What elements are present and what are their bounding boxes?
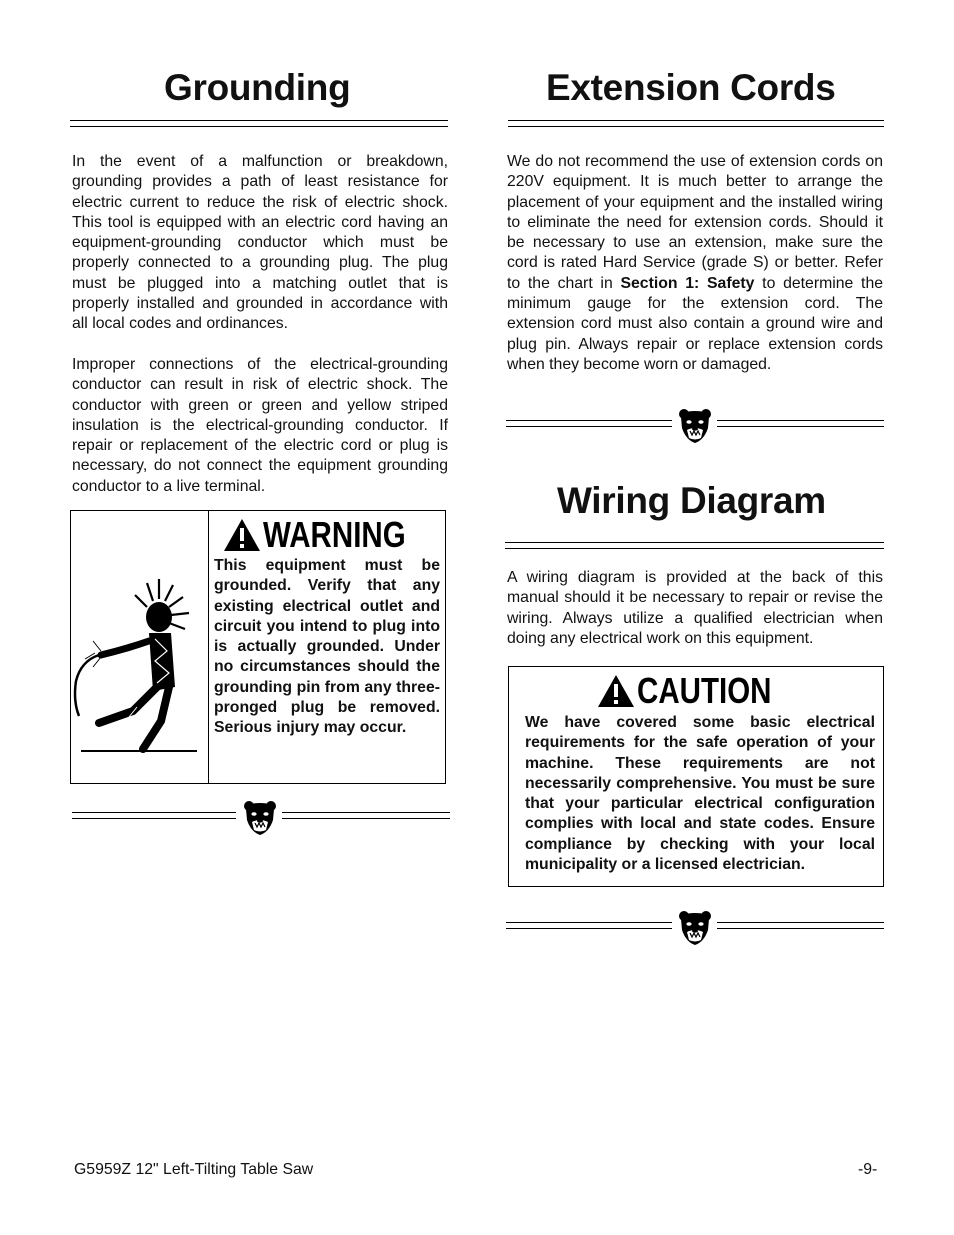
electric-shock-figure-icon [71,511,208,783]
extension-cords-paragraph-part2: to determine the minimum gauge for the extension cord. The extension cord must also contain a ground wire and plug pin. Always repair or replace extension cords when they become worn or damaged. [507,274,884,373]
warning-box-divider [208,511,209,783]
grounding-paragraph-1: In the event of a malfunction or breakdown, grounding provides a path of least resistance for electric current to reduce the risk of electric shock. This tool is equipped with an electric cord having an equipment-grounding conductor which must be properly connected to a grounding plug. The plug must be plugged into a matching outlet that is properly installed and grounded in accordance with all local codes and ordinances. [72,153,448,333]
bear-head-icon [677,910,713,946]
separator-left-line [72,812,236,819]
caution-heading-text: CAUTION [637,670,772,711]
exclamation-triangle-icon [597,674,635,708]
caution-box [508,666,884,887]
warning-box [70,510,446,784]
footer-model-title: G5959Z 12" Left-Tilting Table Saw [74,1161,314,1178]
separator-line [506,922,672,929]
warning-heading [223,514,437,555]
extension-cords-title: Extension Cords [546,67,836,108]
separator-line [506,420,672,427]
separator-line [717,922,884,929]
separator-line [717,420,884,427]
warning-heading-text: WARNING [263,514,406,555]
separator-right-top [506,408,884,444]
grounding-title-rule [70,120,448,127]
warning-text: This equipment must be grounded. Verify that any existing electrical outlet and circuit you intend to plug into is actually grounded. Under no circumstances should the grounding pin from any three-pronged plug be removed. Serious injury may occur. [214,557,440,737]
section-safety-reference: Section 1: Safety [620,274,755,292]
separator-right-bottom [506,910,884,946]
bear-head-icon [677,408,713,444]
wiring-diagram-paragraph: A wiring diagram is provided at the back of this manual should it be necessary to repair or revise the wiring. Always utilize a qualified electrician when doing any electrical work on this equipment. [507,569,883,647]
extension-cords-title-rule [508,120,884,127]
separator-right-line [282,812,450,819]
extension-cords-paragraph-part1: We do not recommend the use of extension cords on 220V equipment. It is much better to arrange the placement of your equipment and the installed wiring to eliminate the need for extension cords. Should it be necessary to use an extension, make sure the cord is rated Hard Service (grade S) or better. Refer to the chart in [507,153,883,292]
wiring-diagram-title: Wiring Diagram [557,480,826,521]
wiring-diagram-title-rule [505,542,884,549]
exclamation-triangle-icon [223,518,261,552]
grounding-paragraph-2: Improper connections of the electrical-grounding conductor can result in risk of electric shock. The conductor with green or green and yellow striped insulation is the electrical-grounding conductor. If repair or replacement of the electric cord or plug is necessary, do not connect the equipment grounding conductor to a live terminal. [72,356,448,495]
bear-head-icon [242,800,278,836]
grounding-title: Grounding [164,67,351,108]
caution-text: We have covered some basic electrical requirements for the safe operation of your machine. These requirements are not necessarily comprehensive. You must be sure that your particular electrical configuration complies with local and state codes. Ensure compliance by checking with your local municipality or a licensed electrician. [525,714,875,874]
extension-cords-paragraph [507,152,883,375]
footer-page-number: -9- [858,1161,878,1178]
separator-left [70,800,450,836]
caution-heading [597,670,801,711]
